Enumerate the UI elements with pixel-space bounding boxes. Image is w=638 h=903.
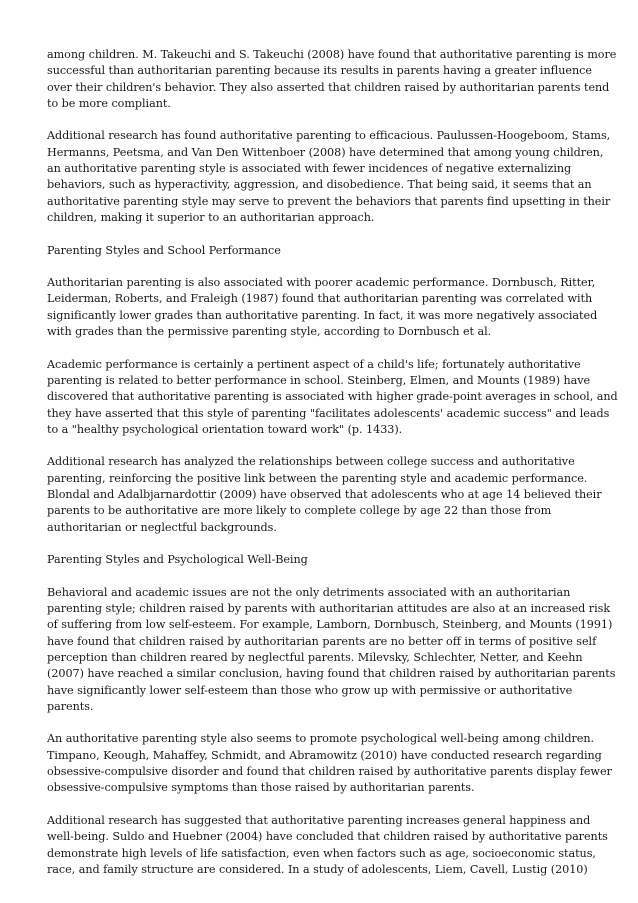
text-line: discovered that authoritative parenting is associated with higher grade-point averages in school, and [47, 390, 618, 404]
text-line: obsessive-compulsive symptoms than those raised by authoritarian parents. [47, 781, 475, 795]
paragraph-efficacy [47, 128, 611, 226]
text-line: they have asserted that this style of parenting "facilitates adolescents' academic success" and leads [47, 406, 610, 420]
text-line: parenting, reinforcing the positive link between the parenting style and academic performance. [47, 471, 588, 485]
paragraph-ocd [47, 731, 612, 796]
text-line: significantly lower grades than authoritative parenting. In fact, it was more negatively associated [47, 308, 598, 322]
text-line: Additional research has analyzed the relationships between college success and authoritative [47, 455, 575, 469]
text-line: An authoritative parenting style also seems to promote psychological well-being among children. [47, 732, 595, 746]
text-line: over their children's behavior. They also asserted that children raised by authoritarian parents tend [47, 80, 610, 94]
paragraph-self-esteem [47, 585, 616, 715]
text-line: (2007) have reached a similar conclusion, having found that children raised by authoritarian parents [47, 667, 616, 681]
text-line: parenting style; children raised by parents with authoritarian attitudes are also at an increased risk [47, 602, 611, 616]
paragraph-happiness [47, 813, 608, 878]
section-heading-school-performance: Parenting Styles and School Performance [47, 243, 281, 257]
text-line: demonstrate high levels of life satisfaction, even when factors such as age, socioeconomic status, [47, 846, 596, 860]
paragraph-college-success [47, 454, 602, 535]
text-line: of suffering from low self-esteem. For example, Lamborn, Dornbusch, Steinberg, and Mounts (1991) [47, 618, 613, 632]
text-line: Blondal and Adalbjarnardottir (2009) have observed that adolescents who at age 14 believed their [47, 488, 602, 502]
text-line: have significantly lower self-esteem than those who grow up with permissive or authoritative [47, 683, 573, 697]
text-line: with grades than the permissive parenting style, according to Dornbusch et al. [47, 325, 492, 339]
text-line: authoritarian or neglectful backgrounds. [47, 520, 277, 534]
text-line: Behavioral and academic issues are not the only detriments associated with an authoritarian [47, 585, 571, 599]
text-line: race, and family structure are considered. In a study of adolescents, Liem, Cavell, Lustig (2010) [47, 862, 588, 876]
text-line: among children. M. Takeuchi and S. Takeuchi (2008) have found that authoritative parenting is more [47, 48, 617, 61]
text-line: parenting is related to better performance in school. Steinberg, Elmen, and Mounts (1989) have [47, 373, 591, 387]
text-line: Timpano, Keough, Mahaffey, Schmidt, and Abramowitz (2010) have conducted research regarding [47, 748, 602, 762]
section-heading-psychological-well-being: Parenting Styles and Psychological Well-Being [47, 553, 308, 567]
text-line: Authoritarian parenting is also associated with poorer academic performance. Dornbusch, Ritter, [47, 276, 596, 290]
text-line: have found that children raised by authoritarian parents are no better off in terms of positive self [47, 634, 597, 648]
paragraph-academic-poorer [47, 275, 598, 340]
text-line: to a "healthy psychological orientation toward work" (p. 1433). [47, 422, 403, 436]
text-line: obsessive-compulsive disorder and found that children raised by authoritative parents display fewer [47, 765, 612, 779]
paragraph-takeuchi [47, 47, 617, 112]
text-line: Academic performance is certainly a pertinent aspect of a child's life; fortunately authoritative [47, 357, 581, 371]
text-line: children, making it superior to an authoritarian approach. [47, 210, 375, 224]
text-line: successful than authoritarian parenting because its results in parents having a greater influence [47, 64, 592, 78]
text-line: parents to be authoritative are more likely to complete college by age 22 than those from [47, 504, 552, 518]
text-line: to be more compliant. [47, 96, 171, 110]
document-body [47, 47, 618, 894]
text-line: Additional research has found authoritative parenting to efficacious. Paulussen-Hoogeboom, Stams, [47, 129, 611, 143]
text-line: behaviors, such as hyperactivity, aggression, and disobedience. That being said, it seems that an [47, 178, 592, 192]
text-line: an authoritative parenting style is associated with fewer incidences of negative externalizing [47, 162, 572, 176]
text-line: Leiderman, Roberts, and Fraleigh (1987) found that authoritarian parenting was correlated with [47, 292, 593, 306]
paragraph-academic-pertinent [47, 357, 618, 438]
text-line: Hermanns, Peetsma, and Van Den Wittenboer (2008) have determined that among young children, [47, 145, 604, 159]
text-line: authoritative parenting style may serve to prevent the behaviors that parents find upsetting in their [47, 194, 611, 208]
text-line: Additional research has suggested that authoritative parenting increases general happiness and [47, 813, 591, 827]
text-line: well-being. Suldo and Huebner (2004) have concluded that children raised by authoritative parents [47, 830, 608, 844]
text-line: perception than children reared by neglectful parents. Milevsky, Schlechter, Netter, and Keehn [47, 650, 583, 664]
text-line: parents. [47, 699, 94, 713]
